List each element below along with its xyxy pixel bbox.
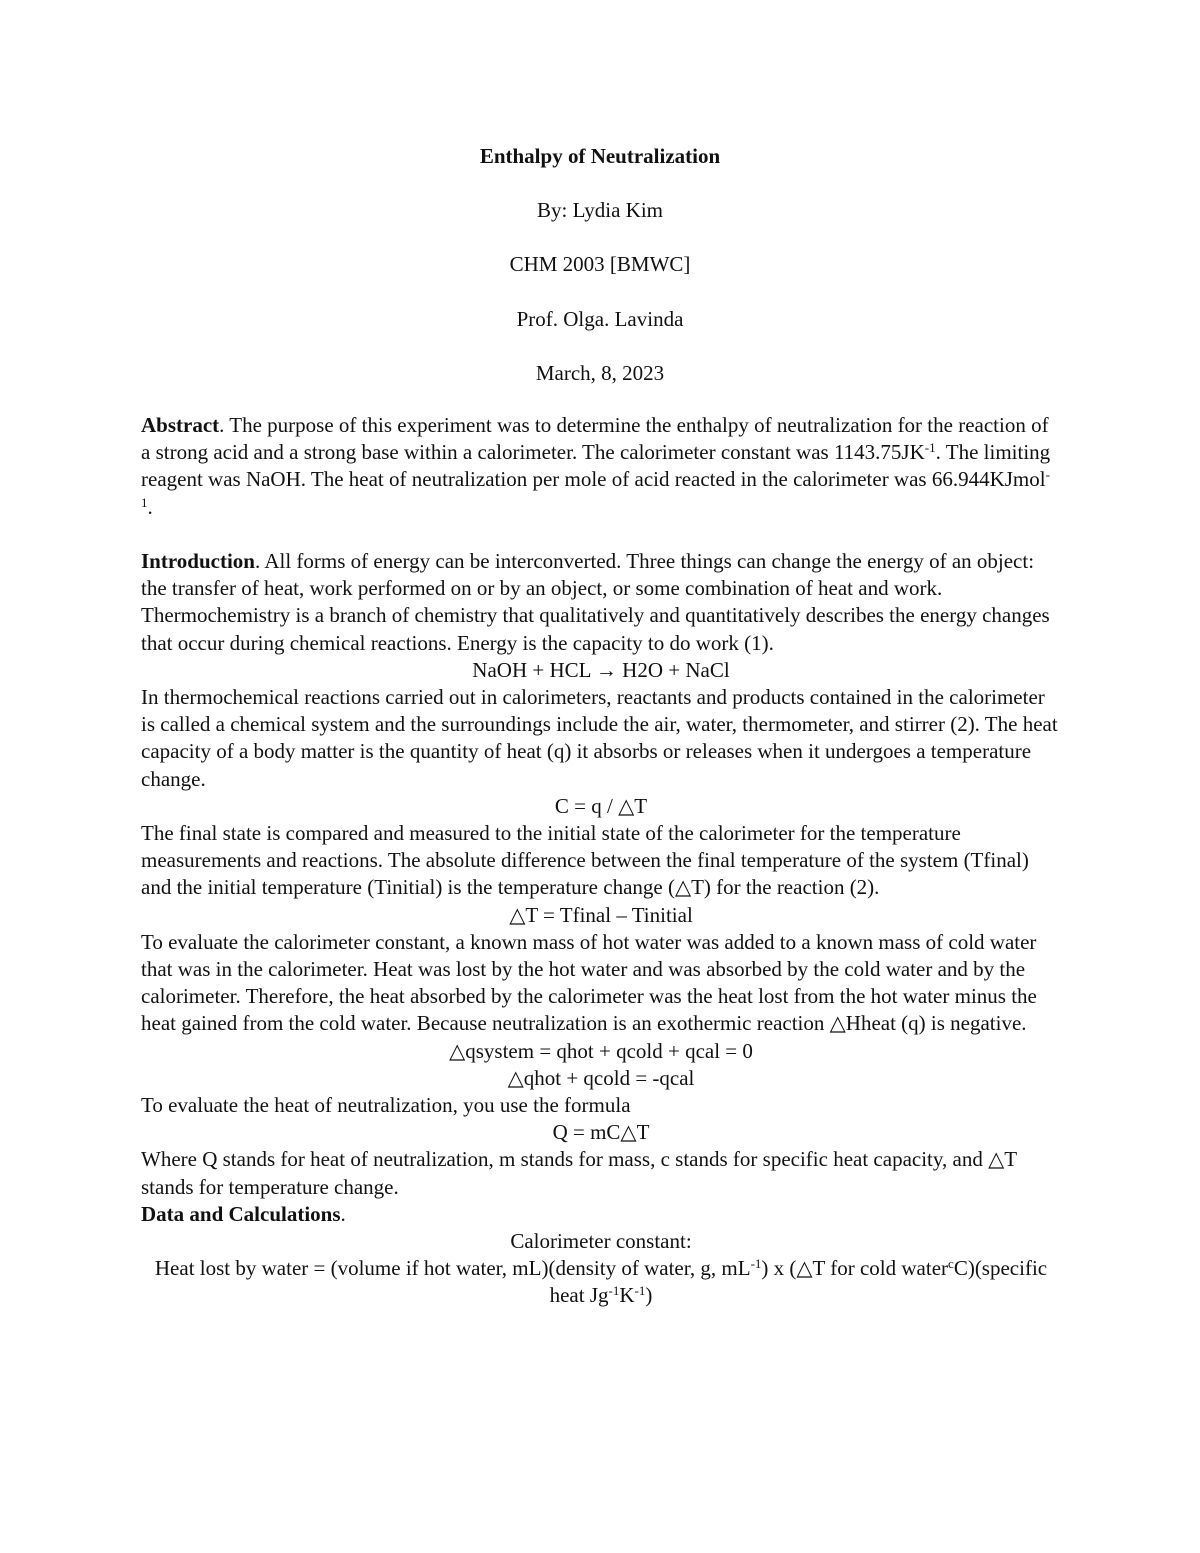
data-calculations-heading: Data and Calculations [141, 1201, 341, 1226]
calorimeter-constant-subheading: Calorimeter constant: [510, 1229, 692, 1254]
equation-q-mct: Q = mC△T [552, 1120, 650, 1145]
intro-paragraph-2: In thermochemical reactions carried out in calorimeters, reactants and products contained in the calorimeter is called a chemical system and the surroundings include the air, water, thermometer, and stirrer (2). The heat capacity of a body matter is the quantity of heat (q) it absorbs or releases when it undergoes a temperature change. [141, 685, 1058, 791]
abstract-text-3: . [147, 494, 153, 519]
formula-sup-4: -1 [634, 1283, 646, 1299]
formula-part-3: C)(specific heat Jg [549, 1256, 1048, 1308]
formula-part-1: Heat lost by water = (volume if hot water, mL)(density of water, g, mL [154, 1256, 751, 1281]
data-calculations-heading-line [141, 1201, 1061, 1228]
equation-heat-capacity: C = q / △T [554, 793, 648, 818]
intro-paragraph-5: To evaluate the heat of neutralization, you use the formula [141, 1093, 631, 1118]
date-line: March, 8, 2023 [535, 361, 665, 385]
intro-paragraph-6: Where Q stands for heat of neutralization, m stands for mass, c stands for specific heat capacity, and △T stands for temperature change. [141, 1147, 1017, 1199]
paragraph-spacer [141, 521, 1061, 548]
data-calculations-heading-suffix: . [340, 1201, 346, 1226]
formula-sup-3: -1 [608, 1283, 620, 1299]
abstract-sup-1: -1 [924, 440, 936, 456]
introduction-paragraph [141, 548, 1061, 657]
equation-qsystem: △qsystem = qhot + qcold + qcal = 0 [449, 1038, 753, 1063]
course-line: CHM 2003 [BMWC] [509, 252, 691, 276]
professor-line: Prof. Olga. Lavinda [516, 307, 684, 331]
formula-part-5: ) [645, 1283, 653, 1308]
equation-reaction: NaOH + HCL → H2O + NaCl [472, 657, 730, 682]
formula-part-2: ) x (△T for cold water [761, 1256, 949, 1281]
formula-sup-1: -1 [750, 1256, 762, 1272]
abstract-text-1: . The purpose of this experiment was to determine the enthalpy of neutralization for the reaction of a strong acid and a strong base within a calorimeter. The calorimeter constant was 1143.75JK [141, 413, 1049, 465]
formula-part-4: K [619, 1283, 635, 1308]
author-line: By: Lydia Kim [537, 198, 663, 222]
abstract-text-2: . The limiting reagent was NaOH. The heat of neutralization per mole of acid reacted in the calorimeter was 66.944KJmol [141, 440, 1051, 492]
abstract-heading: Abstract [141, 413, 220, 437]
introduction-text: . All forms of energy can be interconverted. Three things can change the energy of an object: the transfer of heat, work performed on or by an object, or some combination of heat and work. Thermochemistry is a branch of chemistry that qualitatively and quantitatively describes the energy changes that occur during chemical reactions. Energy is the capacity to do work (1). [141, 549, 1050, 655]
introduction-heading: Introduction [141, 549, 255, 573]
formula-sup-2: c [948, 1256, 954, 1272]
intro-paragraph-3: The final state is compared and measured to the initial state of the calorimeter for the temperature measurements and reactions. The absolute difference between the final temperature of the system (Tfinal) and the initial temperature (Tinitial) is the temperature change (△T) for the reaction (2). [141, 821, 1029, 900]
equation-qhot: △qhot + qcold = -qcal [507, 1065, 695, 1090]
abstract-sup-2: -1 [141, 467, 1050, 510]
document-body [141, 412, 1061, 1310]
heat-lost-formula [141, 1255, 1061, 1309]
equation-delta-t: △T = Tfinal – Tinitial [509, 902, 693, 927]
document-title: Enthalpy of Neutralization [479, 144, 721, 168]
intro-paragraph-4: To evaluate the calorimeter constant, a known mass of hot water was added to a known mass of cold water that was in the calorimeter. Heat was lost by the hot water and was absorbed by the cold water and by the calorimeter. Therefore, the heat absorbed by the calorimeter was the heat lost from the hot water minus the heat gained from the cold water. Because neutralization is an exothermic reaction △Hheat (q) is negative. [141, 929, 1037, 1036]
abstract-paragraph [141, 412, 1061, 521]
